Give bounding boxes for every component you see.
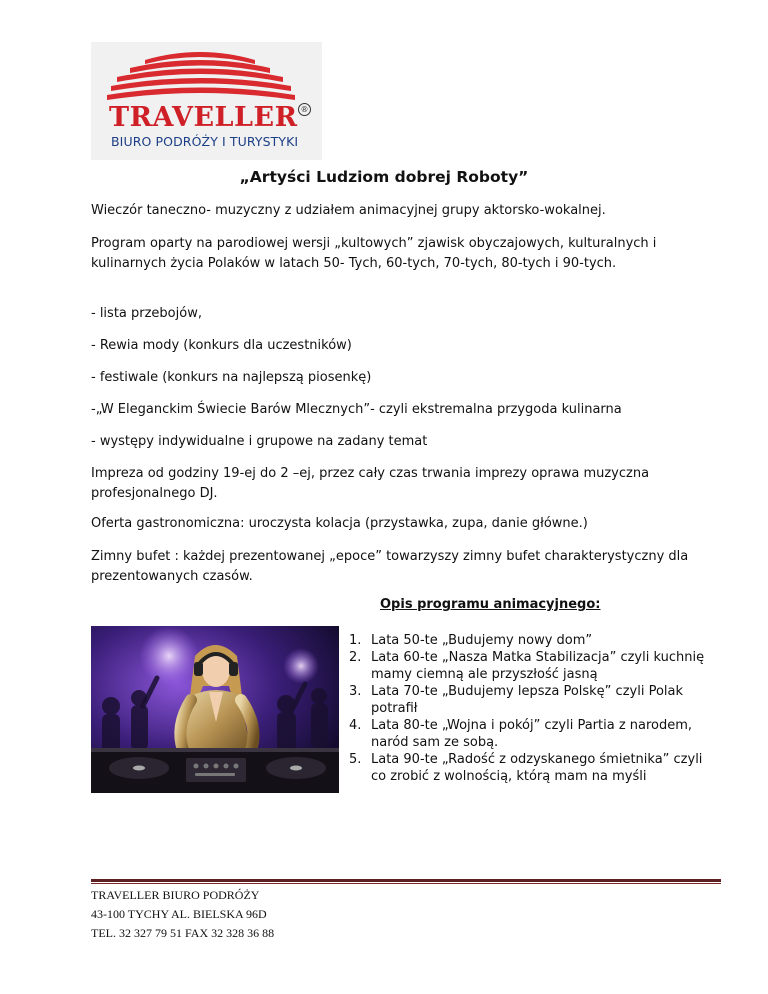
dj-photo: [91, 626, 339, 793]
footer-divider: [91, 879, 721, 884]
program-description: Program oparty na parodiowej wersji „kultowych” zjawisk obyczajowych, kulturalnych i kulinarnych życia Polaków w latach 50- Tych, 60-tych, 70-tych, 80-tych i 90-tych.: [91, 236, 657, 271]
footer-address: 43-100 TYCHY AL. BIELSKA 96D: [91, 907, 267, 921]
program-list: [349, 632, 711, 785]
footer-phone: TEL. 32 327 79 51 FAX 32 328 36 88: [91, 926, 275, 940]
registered-mark: ®: [298, 103, 311, 116]
bullet-hit-list: - lista przebojów,: [91, 306, 202, 321]
footer: [91, 886, 274, 943]
page-title: „Artyści Ludziom dobrej Roboty”: [239, 168, 529, 186]
program-heading: Opis programu animacyjnego:: [380, 597, 601, 612]
bullet-performances: - występy indywidualne i grupowe na zadany temat: [91, 434, 428, 449]
company-logo: [91, 42, 322, 160]
footer-company: TRAVELLER BIURO PODRÓŻY: [91, 888, 260, 902]
bullet-festivals: - festiwale (konkurs na najlepszą piosenkę): [91, 370, 372, 385]
sunset-wave-logo-icon: [105, 50, 295, 100]
event-hours-paragraph: Impreza od godziny 19-ej do 2 –ej, przez cały czas trwania imprezy oprawa muzyczna profesjonalnego DJ.: [91, 466, 650, 501]
dj-illustration: [91, 626, 339, 793]
list-item: 4. Lata 80-te „Wojna i pokój” czyli Partia z narodem, naród sam ze sobą.: [349, 718, 693, 750]
list-item: 5. Lata 90-te „Radość z odzyskanego śmietnika” czyli co zrobić z wolnością, którą mam na myśli: [349, 752, 703, 784]
bullet-fashion-show: - Rewia mody (konkurs dla uczestników): [91, 338, 352, 353]
cold-buffet-paragraph: Zimny bufet : każdej prezentowanej „epoce” towarzyszy zimny bufet charakterystyczny dla prezentowanych czasów.: [91, 549, 689, 584]
list-item: 1. Lata 50-te „Budujemy nowy dom”: [349, 633, 593, 648]
list-item: 2. Lata 60-te „Nasza Matka Stabilizacja” czyli kuchnię mamy ciemną ale przyszłość jasną: [349, 650, 705, 682]
gastronomy-offer: Oferta gastronomiczna: uroczysta kolacja (przystawka, zupa, danie główne.): [91, 516, 588, 531]
intro-paragraph: Wieczór taneczno- muzyczny z udziałem animacyjnej grupy aktorsko-wokalnej.: [91, 203, 606, 218]
bullet-milk-bars: -„W Eleganckim Świecie Barów Mlecznych”- czyli ekstremalna przygoda kulinarna: [91, 402, 622, 417]
logo-brand-text: TRAVELLER: [109, 102, 298, 133]
list-item: 3. Lata 70-te „Budujemy lepsza Polskę” czyli Polak potrafił: [349, 684, 684, 716]
logo-tagline: BIURO PODRÓŻY I TURYSTYKI: [111, 134, 299, 149]
